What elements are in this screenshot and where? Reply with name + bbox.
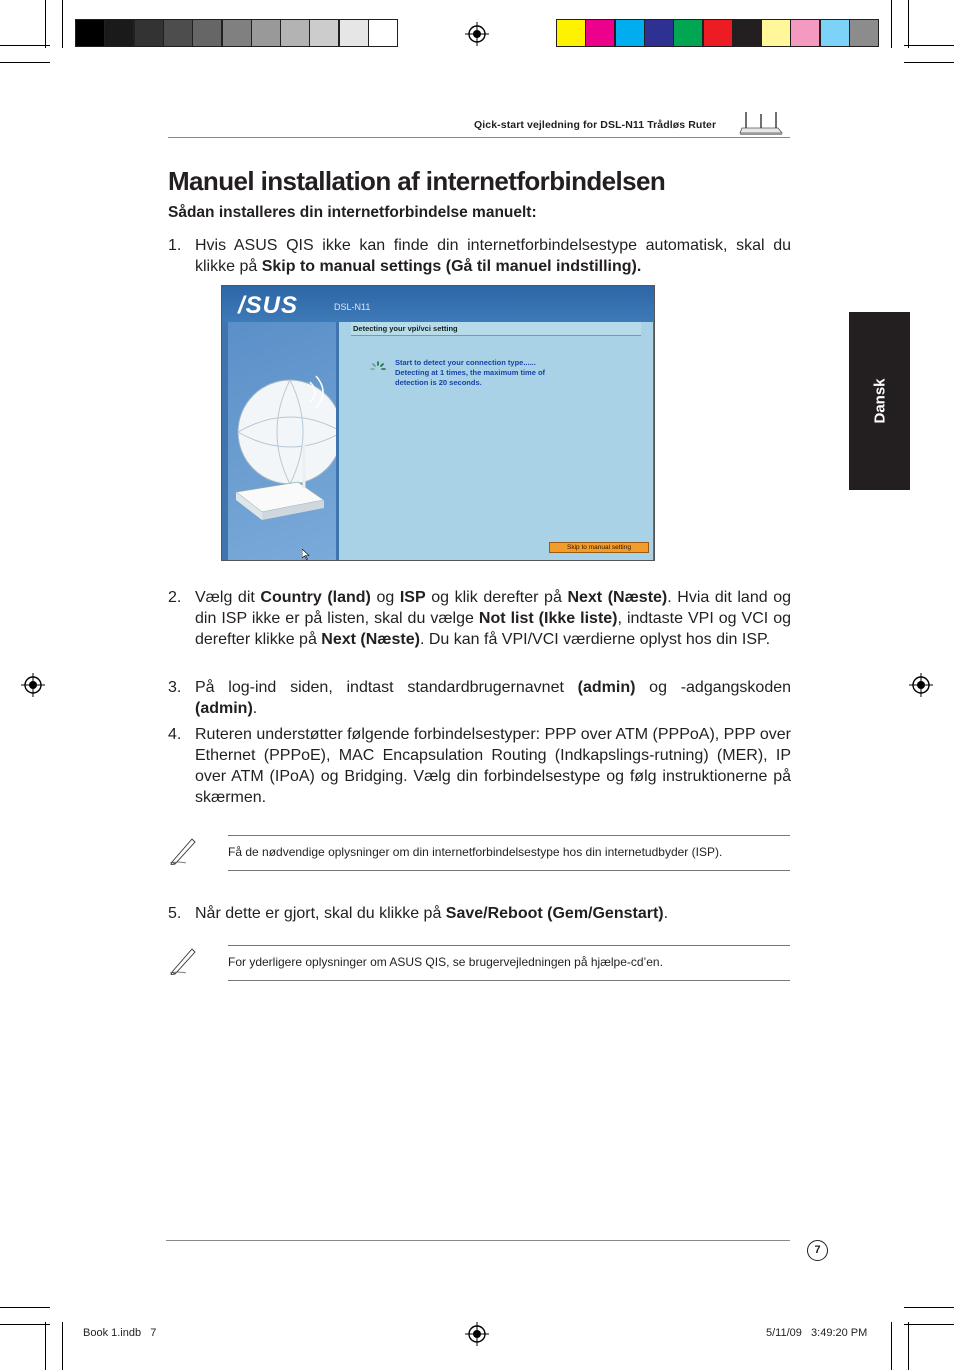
registration-mark-icon bbox=[465, 1322, 489, 1346]
color-swatch bbox=[368, 19, 398, 47]
step-text-run: Hvis ASUS QIS ikke kan finde din internetforbindelsestype automatisk, skal du klikke på bbox=[195, 237, 791, 275]
bold-term: (admin) bbox=[195, 700, 253, 717]
asus-logo: /SUS bbox=[238, 292, 299, 319]
color-swatch bbox=[644, 19, 674, 47]
color-swatch bbox=[280, 19, 310, 47]
color-swatch bbox=[732, 19, 762, 47]
step-number: 4. bbox=[168, 726, 182, 743]
crop-mark bbox=[45, 0, 46, 48]
crop-mark bbox=[904, 1324, 954, 1325]
detection-line: Detecting at 1 times, the maximum time of bbox=[395, 368, 546, 377]
section-subtitle: Sådan installeres din internetforbindelse manuelt: bbox=[168, 204, 537, 221]
header-rule bbox=[168, 137, 790, 138]
crop-mark bbox=[904, 62, 954, 63]
registration-mark-icon bbox=[21, 673, 45, 697]
step-text bbox=[195, 677, 791, 719]
color-swatch bbox=[673, 19, 703, 47]
color-swatch bbox=[222, 19, 252, 47]
note-text: Få de nødvendige oplysninger om din internetforbindelsestype hos din internetudbyder (ISP). bbox=[228, 845, 723, 859]
globe-router-icon bbox=[228, 322, 336, 560]
crop-mark bbox=[45, 1322, 46, 1370]
bold-term: Next (Næste) bbox=[321, 631, 420, 648]
bold-term: Save/Reboot (Gem/Genstart) bbox=[445, 905, 664, 922]
color-swatch bbox=[75, 19, 105, 47]
color-swatch bbox=[585, 19, 615, 47]
running-header: Qick-start vejledning for DSL-N11 Trådløs Ruter bbox=[474, 119, 717, 131]
note-pen-icon bbox=[168, 835, 198, 865]
print-slug-left: Book 1.indb 7 bbox=[83, 1327, 157, 1339]
footer-rule bbox=[166, 1240, 790, 1241]
step-item bbox=[168, 903, 791, 925]
detection-panel bbox=[339, 322, 653, 560]
step-text-run: . bbox=[252, 700, 258, 717]
model-label: DSL-N11 bbox=[334, 302, 371, 312]
step-number: 2. bbox=[168, 589, 182, 606]
step-item bbox=[168, 677, 791, 719]
color-swatch bbox=[703, 19, 733, 47]
detection-line: detection is 20 seconds. bbox=[395, 378, 482, 387]
crop-mark bbox=[891, 1322, 892, 1370]
color-swatch bbox=[820, 19, 850, 47]
detection-line: Start to detect your connection type...... bbox=[395, 358, 536, 367]
bold-term: Next (Næste) bbox=[567, 589, 668, 606]
color-swatch bbox=[790, 19, 820, 47]
step-text bbox=[195, 587, 791, 650]
mouse-cursor-icon bbox=[302, 549, 310, 560]
crop-mark bbox=[62, 0, 63, 48]
step-text-run: og klik derefter på bbox=[425, 589, 568, 606]
bold-term: Skip to manual settings (Gå til manuel indstilling). bbox=[261, 258, 642, 275]
color-swatch bbox=[104, 19, 134, 47]
crop-mark bbox=[0, 1307, 50, 1308]
crop-mark bbox=[0, 1324, 50, 1325]
step-number: 3. bbox=[168, 679, 182, 696]
color-swatch bbox=[761, 19, 791, 47]
panel-title: Detecting your vpi/vci setting bbox=[351, 322, 641, 336]
step-text-run: Ruteren understøtter følgende forbindelsestyper: PPP over ATM (PPPoA), PPP over Ethernet (PPPoE), MAC Encapsulation Routing (Indkapslings-rutning) (MER), IP over ATM (IPoA) og Bridging. Vælg din forbindelsestype og følg instruktionerne på skærmen. bbox=[195, 726, 791, 806]
step-text-run: . bbox=[663, 905, 669, 922]
color-swatch bbox=[556, 19, 586, 47]
language-tab-label: Dansk bbox=[871, 378, 888, 424]
step-item bbox=[168, 724, 791, 808]
registration-mark-icon bbox=[909, 673, 933, 697]
color-swatch bbox=[192, 19, 222, 47]
detection-message bbox=[395, 358, 545, 388]
bold-term: Country (land) bbox=[260, 589, 371, 606]
crop-mark bbox=[0, 45, 50, 46]
loading-spinner-icon bbox=[369, 360, 387, 378]
crop-mark bbox=[908, 1322, 909, 1370]
page-title: Manuel installation af internetforbindelsen bbox=[168, 166, 666, 196]
step-text-run: På log-ind siden, indtast standardbrugernavnet bbox=[195, 679, 578, 696]
skip-to-manual-setting-button[interactable]: Skip to manual setting bbox=[549, 542, 649, 553]
crop-mark bbox=[0, 62, 50, 63]
color-swatch bbox=[339, 19, 369, 47]
crop-mark bbox=[62, 1322, 63, 1370]
color-swatch bbox=[163, 19, 193, 47]
color-swatch bbox=[251, 19, 281, 47]
color-swatch bbox=[309, 19, 339, 47]
screenshot-banner bbox=[222, 286, 654, 322]
step-text-run: . Hvia dit land og din ISP ikke er på listen, skal du vælge bbox=[195, 589, 792, 627]
step-text-run: . Du kan få VPI/VCI værdierne oplyst hos din ISP. bbox=[419, 631, 771, 648]
step-text bbox=[195, 903, 791, 924]
color-swatch bbox=[615, 19, 645, 47]
crop-mark bbox=[904, 45, 954, 46]
step-text-run: Vælg dit bbox=[195, 589, 261, 606]
step-number: 1. bbox=[168, 237, 182, 254]
crop-mark bbox=[891, 0, 892, 48]
note-rule bbox=[228, 835, 790, 836]
language-tab bbox=[849, 312, 910, 490]
router-illustration bbox=[228, 322, 336, 560]
color-swatch bbox=[134, 19, 164, 47]
step-text-run: og -adgangskoden bbox=[635, 679, 792, 696]
color-swatch bbox=[849, 19, 879, 47]
step-text-run: Når dette er gjort, skal du klikke på bbox=[195, 905, 446, 922]
bold-term: Not list (Ikke liste) bbox=[478, 610, 618, 627]
note-rule bbox=[228, 980, 790, 981]
note-text: For yderligere oplysninger om ASUS QIS, se brugervejledningen på hjælpe-cd’en. bbox=[228, 955, 663, 969]
step-number: 5. bbox=[168, 905, 182, 922]
step-item bbox=[168, 235, 791, 279]
step-text bbox=[195, 235, 791, 277]
step-text-run: , indtaste VPI og VCI og derefter klikke på bbox=[195, 610, 792, 648]
crop-mark bbox=[904, 1307, 954, 1308]
step-item bbox=[168, 587, 791, 671]
page-number: 7 bbox=[807, 1240, 828, 1261]
router-icon bbox=[738, 110, 784, 136]
registration-mark-icon bbox=[465, 22, 489, 46]
note-rule bbox=[228, 945, 790, 946]
note-pen-icon bbox=[168, 945, 198, 975]
bold-term: (admin) bbox=[577, 679, 636, 696]
step-text-run: og bbox=[370, 589, 400, 606]
qis-screenshot bbox=[221, 285, 655, 561]
note-rule bbox=[228, 870, 790, 871]
print-slug-right: 5/11/09 3:49:20 PM bbox=[766, 1327, 868, 1339]
step-text bbox=[195, 724, 791, 808]
bold-term: ISP bbox=[399, 589, 426, 606]
crop-mark bbox=[908, 0, 909, 48]
